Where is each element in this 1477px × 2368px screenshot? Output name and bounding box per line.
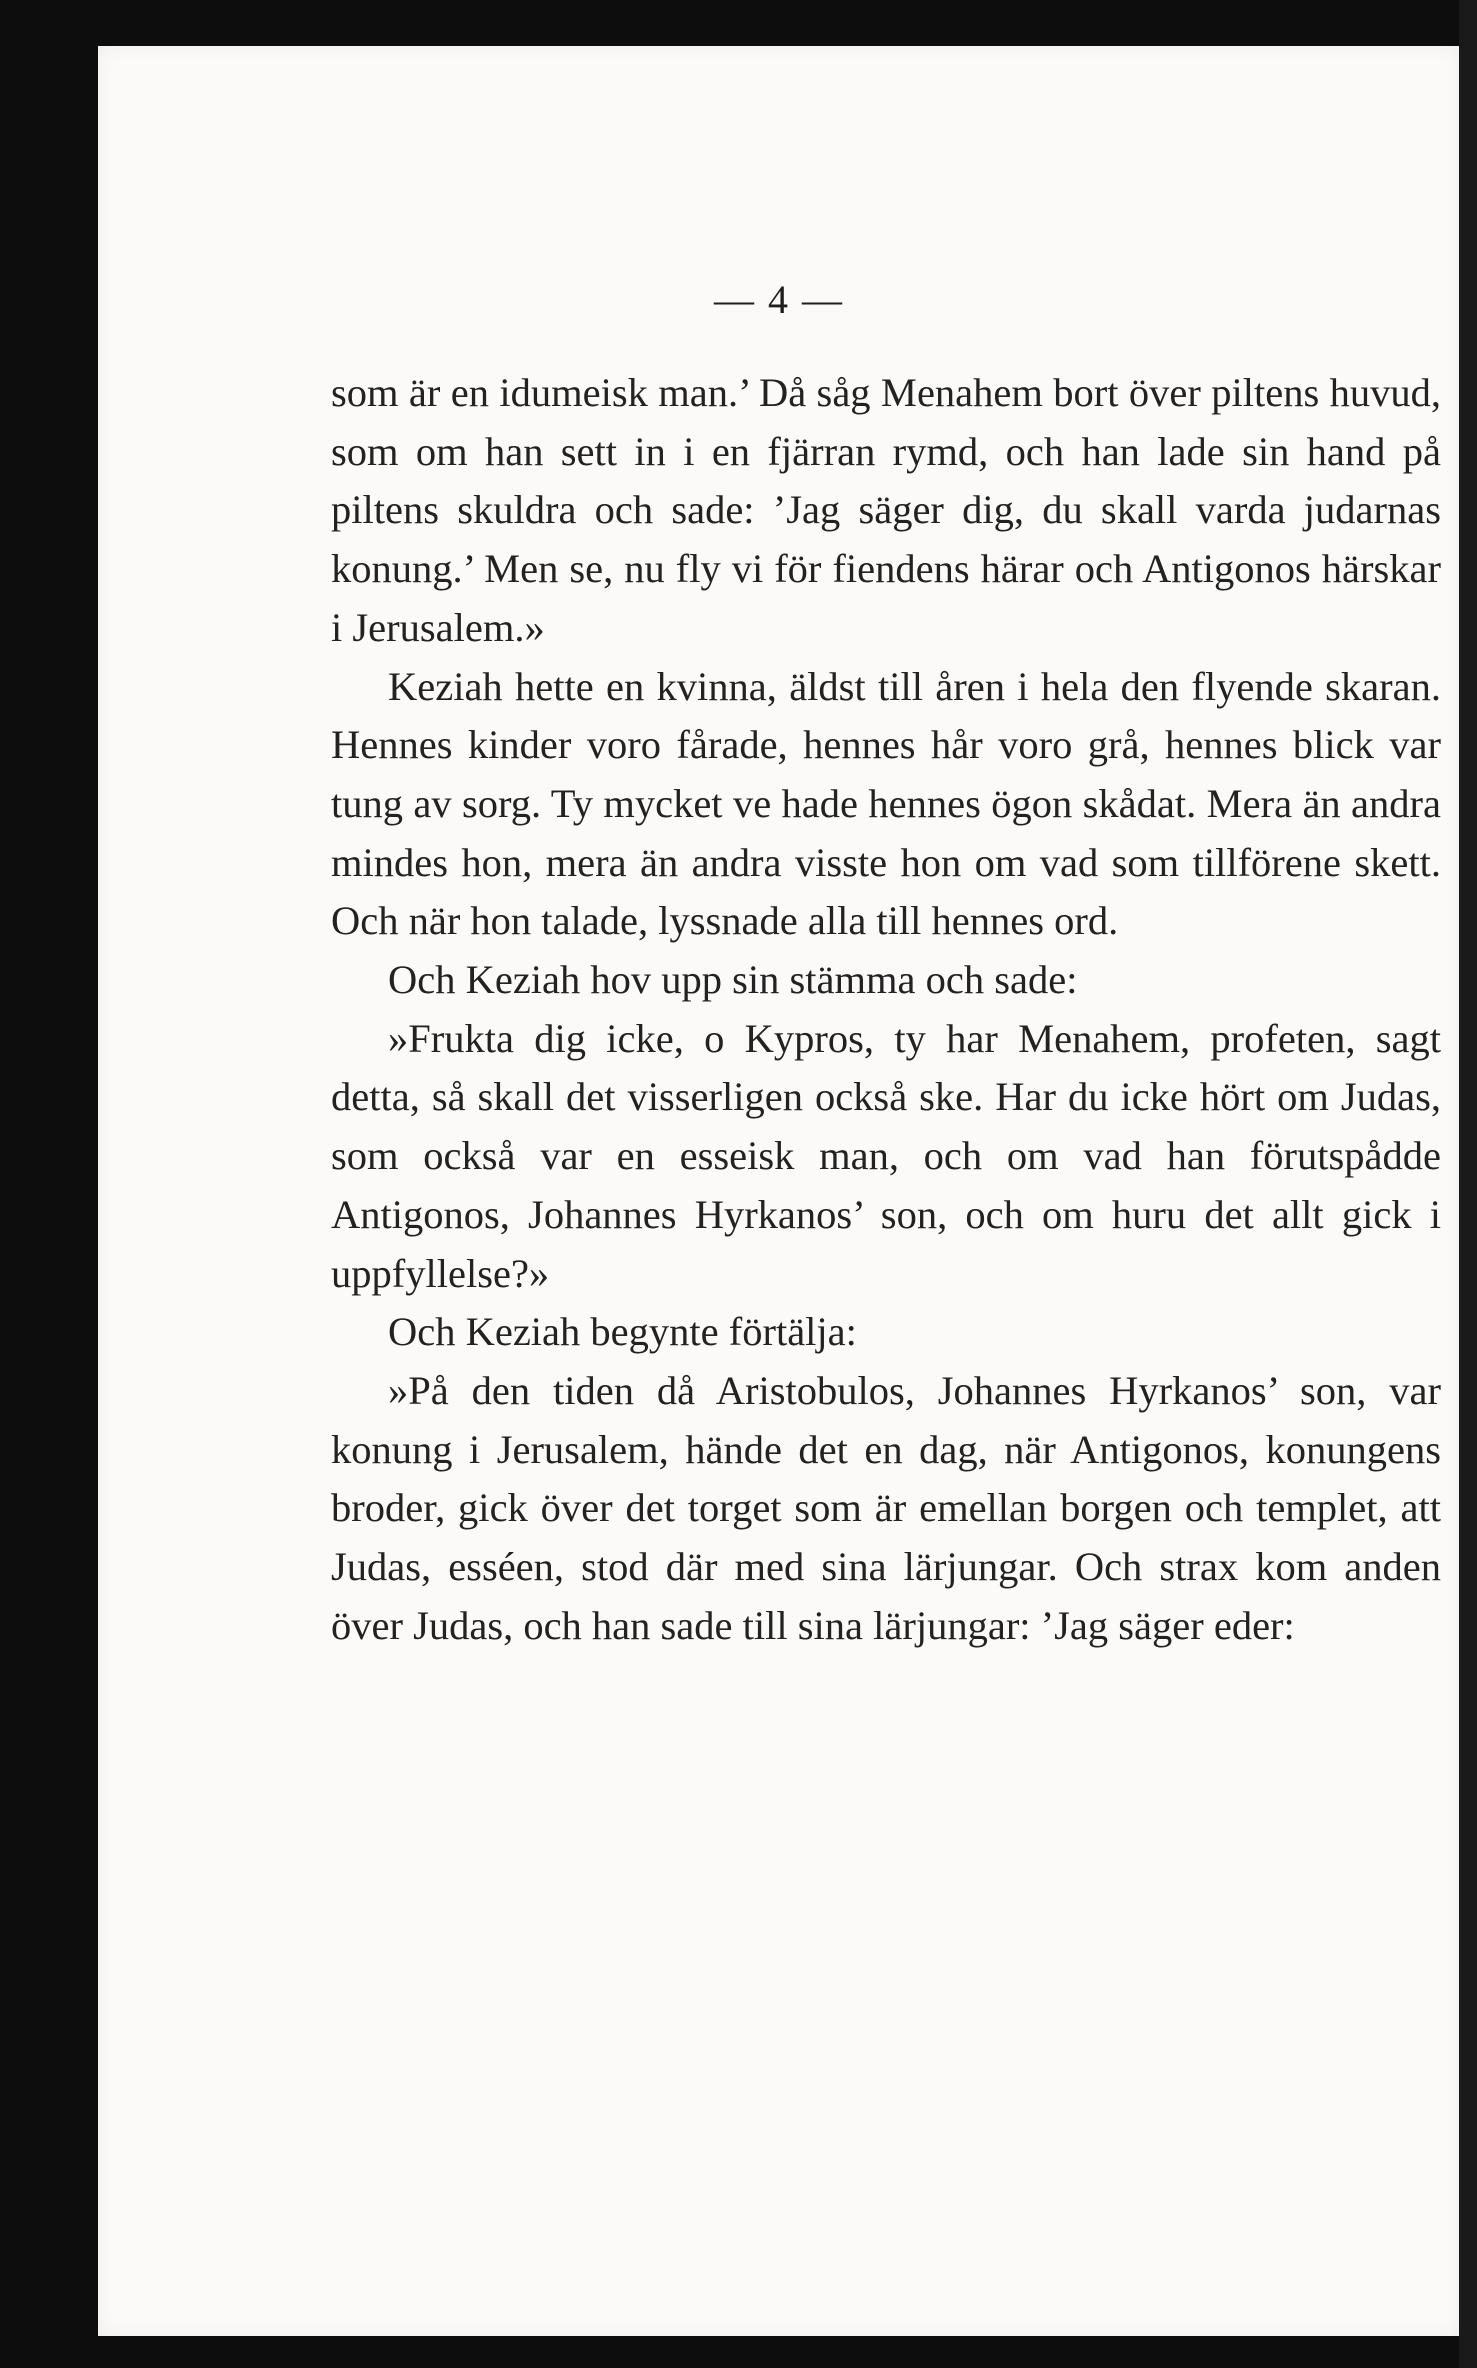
paragraph: »På den tiden då Aristobulos, Johannes Hyrkanos’ son, var konung i Jerusalem, hände det en dag, när Antigonos, konungens broder, gick över det torget som är emellan borgen och templet, att Judas, esséen, stod där med sina lärjungar. Och strax kom anden över Judas, och han sade till sina lärjungar: ’Jag säger eder:	[331, 1367, 1441, 1648]
paragraph: »Frukta dig icke, o Kypros, ty har Menahem, profeten, sagt detta, så skall det visserligen också ske. Har du icke hört om Judas, som också var en esseisk man, och om vad han förutspådde Antigonos, Johannes Hyrkanos’ son, och om huru det allt gick i uppfyllelse?»	[331, 1015, 1441, 1296]
book-page	[98, 46, 1460, 2336]
paragraph: Och Keziah begynte förtälja:	[388, 1309, 857, 1355]
scan-edge	[1459, 0, 1477, 2368]
paragraph: Och Keziah hov upp sin stämma och sade:	[388, 957, 1078, 1003]
body-text	[331, 364, 1441, 1655]
paragraph: Keziah hette en kvinna, äldst till åren i hela den flyende skaran. Hennes kinder voro fårade, hennes hår voro grå, hennes blick var tung av sorg. Ty mycket ve hade hennes ögon skådat. Mera än andra mindes hon, mera än andra visste hon om vad som tillförene skett. Och när hon talade, lyssnade alla till hennes ord.	[331, 663, 1441, 944]
page-number: — 4 —	[714, 277, 844, 322]
paragraph: som är en idumeisk man.’ Då såg Menahem bort över piltens huvud, som om han sett in i en fjärran rymd, och han lade sin hand på piltens skuldra och sade: ’Jag säger dig, du skall varda judarnas konung.’ Men se, nu fly vi för fiendens härar och Antigonos härskar i Jerusalem.»	[331, 370, 1441, 650]
